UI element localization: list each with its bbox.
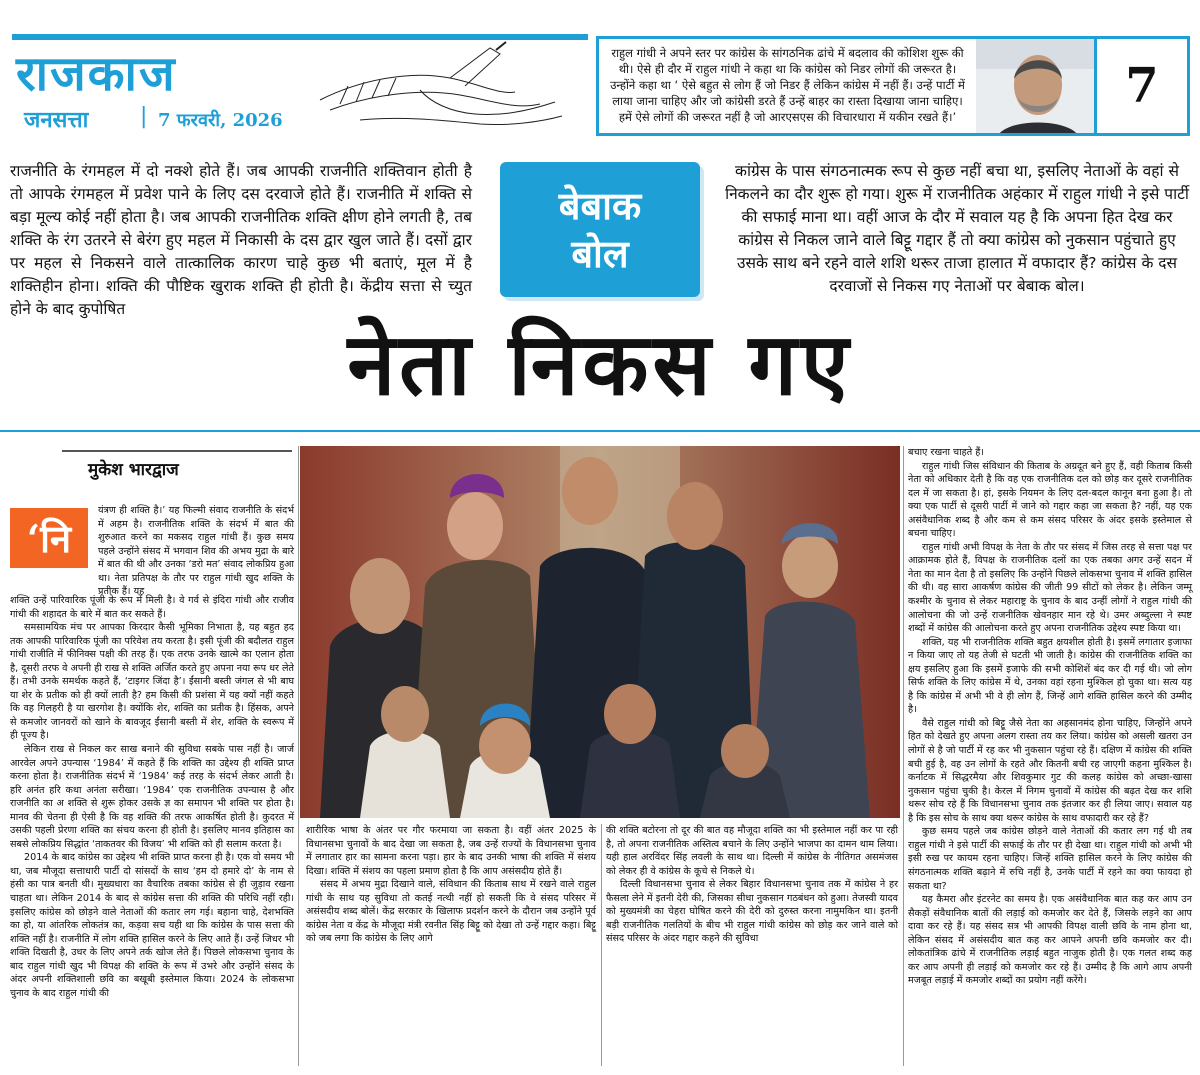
paragraph: यंत्रण ही शक्ति है।’ यह फिल्मी संवाद राजनीति के संदर्भ में अहम है। राजनीतिक शक्ति के संदर्भ में बात की शुरुआत करने का मकसद राहुल गांधी हैं। कुछ समय पहले उन्होंने संसद में भगवान शिव की अभय मुद्रा के बारे में बात की थी और उनका ‘डरो मत’ संवाद लोकप्रिय हुआ था। नेता प्रतिपक्ष के तौर पर राहुल गांधी खुद शक्ति के प्रतीक हैं। यह	[98, 505, 294, 598]
headline-rule	[0, 430, 1200, 432]
column-2	[306, 824, 596, 946]
column-1	[10, 594, 294, 1000]
main-photo	[300, 446, 900, 818]
paragraph: लेकिन राख से निकल कर साख बनाने की सुविधा सबके पास नहीं है। जार्ज आरवेल अपने उपन्यास ‘1984’ में कहते हैं कि शक्ति का उद्देश्य ही शक्ति प्राप्त करना होता है। राजनीतिक संदर्भ में ‘1984’ कई तरह के संदर्भ लेकर आती है। हरि अनंत हरि कथा अनंता सरीखा। ‘1984’ एक राजनीतिक उपन्यास है और राजनीति का अ शक्ति से शुरू होकर उसके ज्ञ का समापन भी शक्ति पर होता है। मानव की चेतना ही ऐसी है कि वह शक्ति की तरफ आकर्षित होती है। कुदरत में उसकी पहली प्रेरणा शक्ति का संचय करना ही होती है। इसलिए मानव इतिहास का सबसे लोकप्रिय सिद्धांत ‘ताकतवर की विजय’ भी शक्ति को ही सलाम करता है।	[10, 744, 294, 850]
bebak-bol-badge	[500, 162, 700, 297]
paragraph: शक्ति उन्हें पारिवारिक पूंजी के रूप में मिली है। वे गर्व से इंदिरा गांधी और राजीव गांधी की शहादत के बारे में बात कर सकते हैं।	[10, 595, 294, 620]
paragraph: समसामयिक मंच पर आपका किरदार कैसी भूमिका निभाता है, यह बहुत हद तक आपकी पारिवारिक पूंजी का परिवेश तय करता है। इसी पूंजी की बदौलत राहुल गांधी राजीति में फीनिक्स पक्षी की तरह हैं। एक तरफ उनके खात्मे का एलान होता है, दूसरी तरफ वे अपनी ही राख से शक्ति अर्जित करते हुए अपना नया रूप धर लेते हैं। तभी उनके समर्थक कहते हैं, ‘टाइगर जिंदा है’। ईंसानी बस्ती जंगल से भी बाघ या शेर के प्रतीक को ही क्यों लाती है? हम किसी की प्रशंसा में यह क्यों नहीं कहते कि वह गिलहरी है या खरगोश है। क्योंकि शेर, शक्ति का प्रतीक है। हिंसक, अपने से कमजोर जानवरों को खाने के बावजूद ईंसानी बस्ती में शेर, शक्ति के स्वरूप में ही पूज्य है।	[10, 622, 294, 742]
masthead-separator: |	[140, 104, 148, 129]
pull-quote: राहुल गांधी ने अपने स्तर पर कांग्रेस के सांगठनिक ढांचे में बदलाव की कोशिश शुरू की थी। ऐसे ही दौर में राहुल गांधी ने कहा था कि कांग्रेस को निडर लोगों की जरूरत है। उन्होंने कहा था ‘ ऐसे बहुत से लोग हैं जो निडर हैं लेकिन कांग्रेस में नहीं हैं। उन्हें पार्टी में लाया जाना चाहिए और जो कांग्रेसी डरते हैं उन्हें बाहर का रास्ता दिखाया जाना चाहिए। हमें ऐसे लोगों की जरूरत नहीं है जो आरएसएस की विचारधारा में यकीन रखते हैं।’	[596, 36, 976, 136]
paragraph: शारीरिक भाषा के अंतर पर गौर फरमाया जा सकता है। वहीं अंतर 2025 के विधानसभा चुनावों के बाद देखा जा सकता है, जब उन्हें राज्यों के विधानसभा चुनाव में लगातार हार का सामना करना पड़ा। हार के बाद उनकी भाषा की शक्ति में संशय दिखा। शक्ति में संशय का पहला प्रमाण होता है कि आप असंसदीय होते हैं।	[306, 825, 596, 877]
column-rule	[903, 446, 904, 1066]
byline: मुकेश भारद्वाज	[88, 460, 179, 480]
portrait-photo	[976, 36, 1094, 136]
dropcap: ‘नि	[10, 508, 88, 568]
paragraph: शक्ति, यह भी राजनीतिक शक्ति बहुत क्षयशील होती है। इसमें लगातार इजाफा न किया जाए तो यह तेजी से घटती भी जाती है। कांग्रेस की राजनीतिक शक्ति का क्षय इसलिए हुआ कि इसमें इजाफे की सभी कोशिशें बंद कर दी गई थी। जो लोग सिर्फ शक्ति के लिए कांग्रेस में थे, उनका वहां रहना मुश्किल हो चुका था। सत्य यह है कि कांग्रेस में अभी भी वे ही लोग हैं, जिन्हें आगे शक्ति हासिल करने की उम्मीद है।	[908, 636, 1192, 716]
publication-name: जनसत्ता	[24, 107, 89, 133]
badge-line-2: बोल	[571, 230, 629, 276]
paragraph: वैसे राहुल गांधी को बिट्टू जैसे नेता का अहसानमंद होना चाहिए, जिन्होंने अपने हित को देखते हुए अपना अलग रास्ता तय कर लिया। कांग्रेस को असली खतरा उन लोगों से है जो पार्टी में रह कर भी नुकसान पहुंचा रहे हैं। दक्षिण में कांग्रेस की शक्ति बची हुई है, वह उन लोगों के रहते और कितनी बची रह जाएगी कहना मुश्किल है। कर्नाटक में सिद्धरमैया और शिवकुमार गुट की कलह कांग्रेस को अच्छा-खासा नुकसान पहुंचा चुकी है। केरल में निगम चुनावों में कांग्रेस की बढ़त देख कर शशि थरूर सोच रहे हैं कि विधानसभा चुनाव तक इंतजार कर ही लिया जाए। सवाल यह है कि इस सोच के साथ क्या थरूर कांग्रेस के साथ वफादारी कर रहे हैं?	[908, 717, 1192, 824]
page-number: 7	[1094, 36, 1190, 136]
badge-text	[520, 182, 680, 278]
issue-date: 7 फरवरी, 2026	[158, 110, 283, 131]
paragraph: बचाए रखना चाहते हैं।	[908, 447, 984, 458]
badge-background	[500, 162, 700, 297]
paragraph: दिल्ली विधानसभा चुनाव से लेकर बिहार विधानसभा चुनाव तक में कांग्रेस ने हर फैसला लेने में इतनी देरी की, जिसका सीधा नुकसान गठबंधन को हुआ। तेजस्वी यादव को मुख्यमंत्री का चेहरा घोषित करने की देरी को दुरुस्त करना नामुमकिन था। इतनी बड़ी राजनीतिक गलतियों के बीच भी राहुल गांधी कांग्रेस को छोड़ कर जाने वाले को संसद परिसर के अंदर गद्दार कहने की सुविधा	[606, 879, 898, 945]
paragraph: 2014 के बाद कांग्रेस का उद्देश्य भी शक्ति प्राप्त करना ही है। एक वो समय भी था, जब मौजूदा सत्ताधारी पार्टी दो सांसदों के साथ ‘हम दो हमारे दो’ के नाम से हंसी का पात्र बनती थी। मुख्यधारा का वैचारिक तबका कांग्रेस से ही जुड़ाव रखना चाहता था। लेकिन 2014 के बाद से कांग्रेस सत्ता की शक्ति की परिधि नहीं रही। इसलिए कांग्रेस को छोड़ने वाले नेताओं की कतार लग गई। बहाना चाहे, देशभक्ति का हो, या आंतरिक लोकतंत्र का, कड़वा सच यही था कि कांग्रेस के पास सत्ता की शक्ति नहीं है। राजनीति में लोग शक्ति हासिल करने के लिए आते हैं। उन्हें जिधर भी शक्ति दिखती है, उधर के लिए अपने तर्क खोज लेते हैं। पिछले लोकसभा चुनाव के बाद राहुल गांधी खुद भी विपक्ष की शक्ति के रूप में उभरे और उन्होंने संसद के अंदर अपनी शक्तिशाली छवि का बखूबी इस्तेमाल किया। 2024 के लोकसभा चुनाव के बाद राहुल गांधी की	[10, 852, 294, 999]
column-rule	[601, 824, 602, 1066]
intro-left-text: राजनीति के रंगमहल में दो नक्शे होते हैं। जब आपकी राजनीति शक्तिवान होती है तो आपके रंगमहल में प्रवेश पाने के लिए दस दरवाजे होते हैं। राजनीति में शक्ति से बड़ा मूल्य कोई नहीं होता है। जब आपकी राजनीतिक शक्ति क्षीण होने लगती है, तब शक्ति के रंग उतरने से बेरंग हुए महल में निकासी के दस द्वार खुल जाते हैं। दसों द्वार पर महल से निकसने वाले तात्कालिक कारण चाहे कुछ भी बताएं, मूल में है शक्तिहीन होना। शक्ति की पौष्टिक खुराक शक्ति ही होती है। केंद्रीय सत्ता से च्युत होने के बाद कुपोषित	[10, 162, 472, 318]
badge-line-1: बेबाक	[558, 182, 642, 228]
paragraph: यह कैमरा और इंटरनेट का समय है। एक असंवैधानिक बात कह कर आप उन सैकड़ों संवैधानिक बातों की लड़ाई को कमजोर कर देते हैं, जिसके लड़ने का आप दावा कर रहे हैं। यह संसद सत्र भी आपकी विपक्ष वाली छवि के नाम होना था, लेकिन संसद में असंसदीय बात कह कर आपने अपनी छवि कमजोर कर दी। लोकतांत्रिक ढांचे में राजनीतिक लड़ाई बहुत नाजुक होती है। एक गलत शब्द कह कर आप अपनी ही लड़ाई को कमजोर कर रहे हैं। उम्मीद है कि आगे आप अपनी मजबूत लड़ाई में कमजोर शब्दों का प्रयोग नहीं करेंगे।	[908, 894, 1192, 987]
column-3	[606, 824, 898, 946]
column-4	[908, 446, 1192, 988]
paragraph: राहुल गांधी अभी विपक्ष के नेता के तौर पर संसद में जिस तरह से सत्ता पक्ष पर आक्रामक होते हैं, विपक्ष के राजनीतिक दलों का एक तबका अगर उन्हें सदन में नेता का मान देता है तो इसलिए कि उन्होंने पिछले लोकसभा चुनाव में शक्ति हासिल की थी। वह सारा आकर्षण कांग्रेस की जीती 99 सीटों को लेकर है। लेकिन जम्मू कश्मीर के चुनाव से लेकर महाराष्ट्र के चुनाव के बाद उन्हीं लोगों ने राहुल गांधी की आलोचना की जो उन्हें राजनीतिक खेवनहार मान रहे थे। उमर अब्दुल्ला ने स्पष्ट शब्दों में कांग्रेस की आलोचना करते हुए अपना राजनीतिक उद्देश्य स्पष्ट किया था।	[908, 541, 1192, 635]
paragraph: कुछ समय पहले जब कांग्रेस छोड़ने वाले नेताओं की कतार लग गई थी तब राहुल गांधी ने इसे पार्टी की सफाई के तौर पर ही देखा था। राहुल गांधी को अभी भी इसी रुख पर कायम रहना चाहिए। जिन्हें शक्ति हासिल करने के लिए कांग्रेस की संगठनात्मक शक्ति बढ़ाने में रुचि नहीं है, उनके पार्टी में रहने का क्या फायदा हो सकता था?	[908, 826, 1192, 892]
byline-rule	[62, 450, 292, 452]
paragraph: संसद में अभय मुद्रा दिखाने वाले, संविधान की किताब साथ में रखने वाले राहुल गांधी के साथ यह सुविधा तो कतई नत्थी नहीं हो सकती कि वे संसद परिसर में असंसदीय शब्द बोलें। केंद्र सरकार के खिलाफ प्रदर्शन करने के दौरान जब उन्होंने पूर्व कांग्रेस नेता व केंद्र के मौजूदा मंत्री रवनीत सिंह बिट्टू को देखा तो उन्हें गद्दार कहा। बिट्टू को जब लगा कि कांग्रेस के लिए आगे	[306, 879, 596, 945]
column-1-top	[98, 504, 294, 599]
paragraph: की शक्ति बटोरना तो दूर की बात वह मौजूदा शक्ति का भी इस्तेमाल नहीं कर पा रही है, तो अपना राजनीतिक अस्तित्व बचाने के लिए उन्होंने भाजपा का दामन थाम लिया। यही हाल अरविंदर सिंह लवली के साथ था। दिल्ली में कांग्रेस के नीतिगत असमंजस को लेकर ही वे कांग्रेस के कूचे से निकले थे।	[606, 825, 898, 877]
headline: नेता निकस गए	[347, 314, 853, 415]
column-rule	[298, 446, 299, 1066]
section-title: राजकाज	[16, 46, 177, 102]
intro-right-text: कांग्रेस के पास संगठनात्मक रूप से कुछ नहीं बचा था, इसलिए नेताओं के वहां से निकलने का दौर शुरू हो गया। शुरू में राजनीतिक अहंकार में राहुल गांधी ने इसे पार्टी की सफाई माना था। वहीं आज के दौर में सवाल यह है कि अपना हित देख कर कांग्रेस से निकल जाने वाले बिट्टू गद्दार हैं तो क्या कांग्रेस को नुकसान पहुंचाते हुए उसके साथ बने रहने वाले शशि थरूर ताजा हालात में वफादार हैं? कांग्रेस के दस दरवाजों से निकस गए नेताओं पर बेबाक बोल।	[725, 162, 1189, 295]
paragraph: राहुल गांधी जिस संविधान की किताब के अग्रदूत बने हुए हैं, वही किताब किसी नेता को अधिकार देती है कि वह एक राजनीतिक दल को छोड़ कर दूसरे राजनीतिक दल में जा सकता है। हां, इसके नियमन के लिए दल-बदल कानून बना हुआ है। तो क्या एक पार्टी से दूसरी पार्टी में जाने को गद्दार कहा जा सकता है? नहीं, यह एक असंवैधानिक शब्द है और कम से कम संसद परिसर के अंदर इसके इस्तेमाल से बचना चाहिए।	[908, 460, 1192, 540]
hand-writing-illustration	[300, 40, 570, 135]
